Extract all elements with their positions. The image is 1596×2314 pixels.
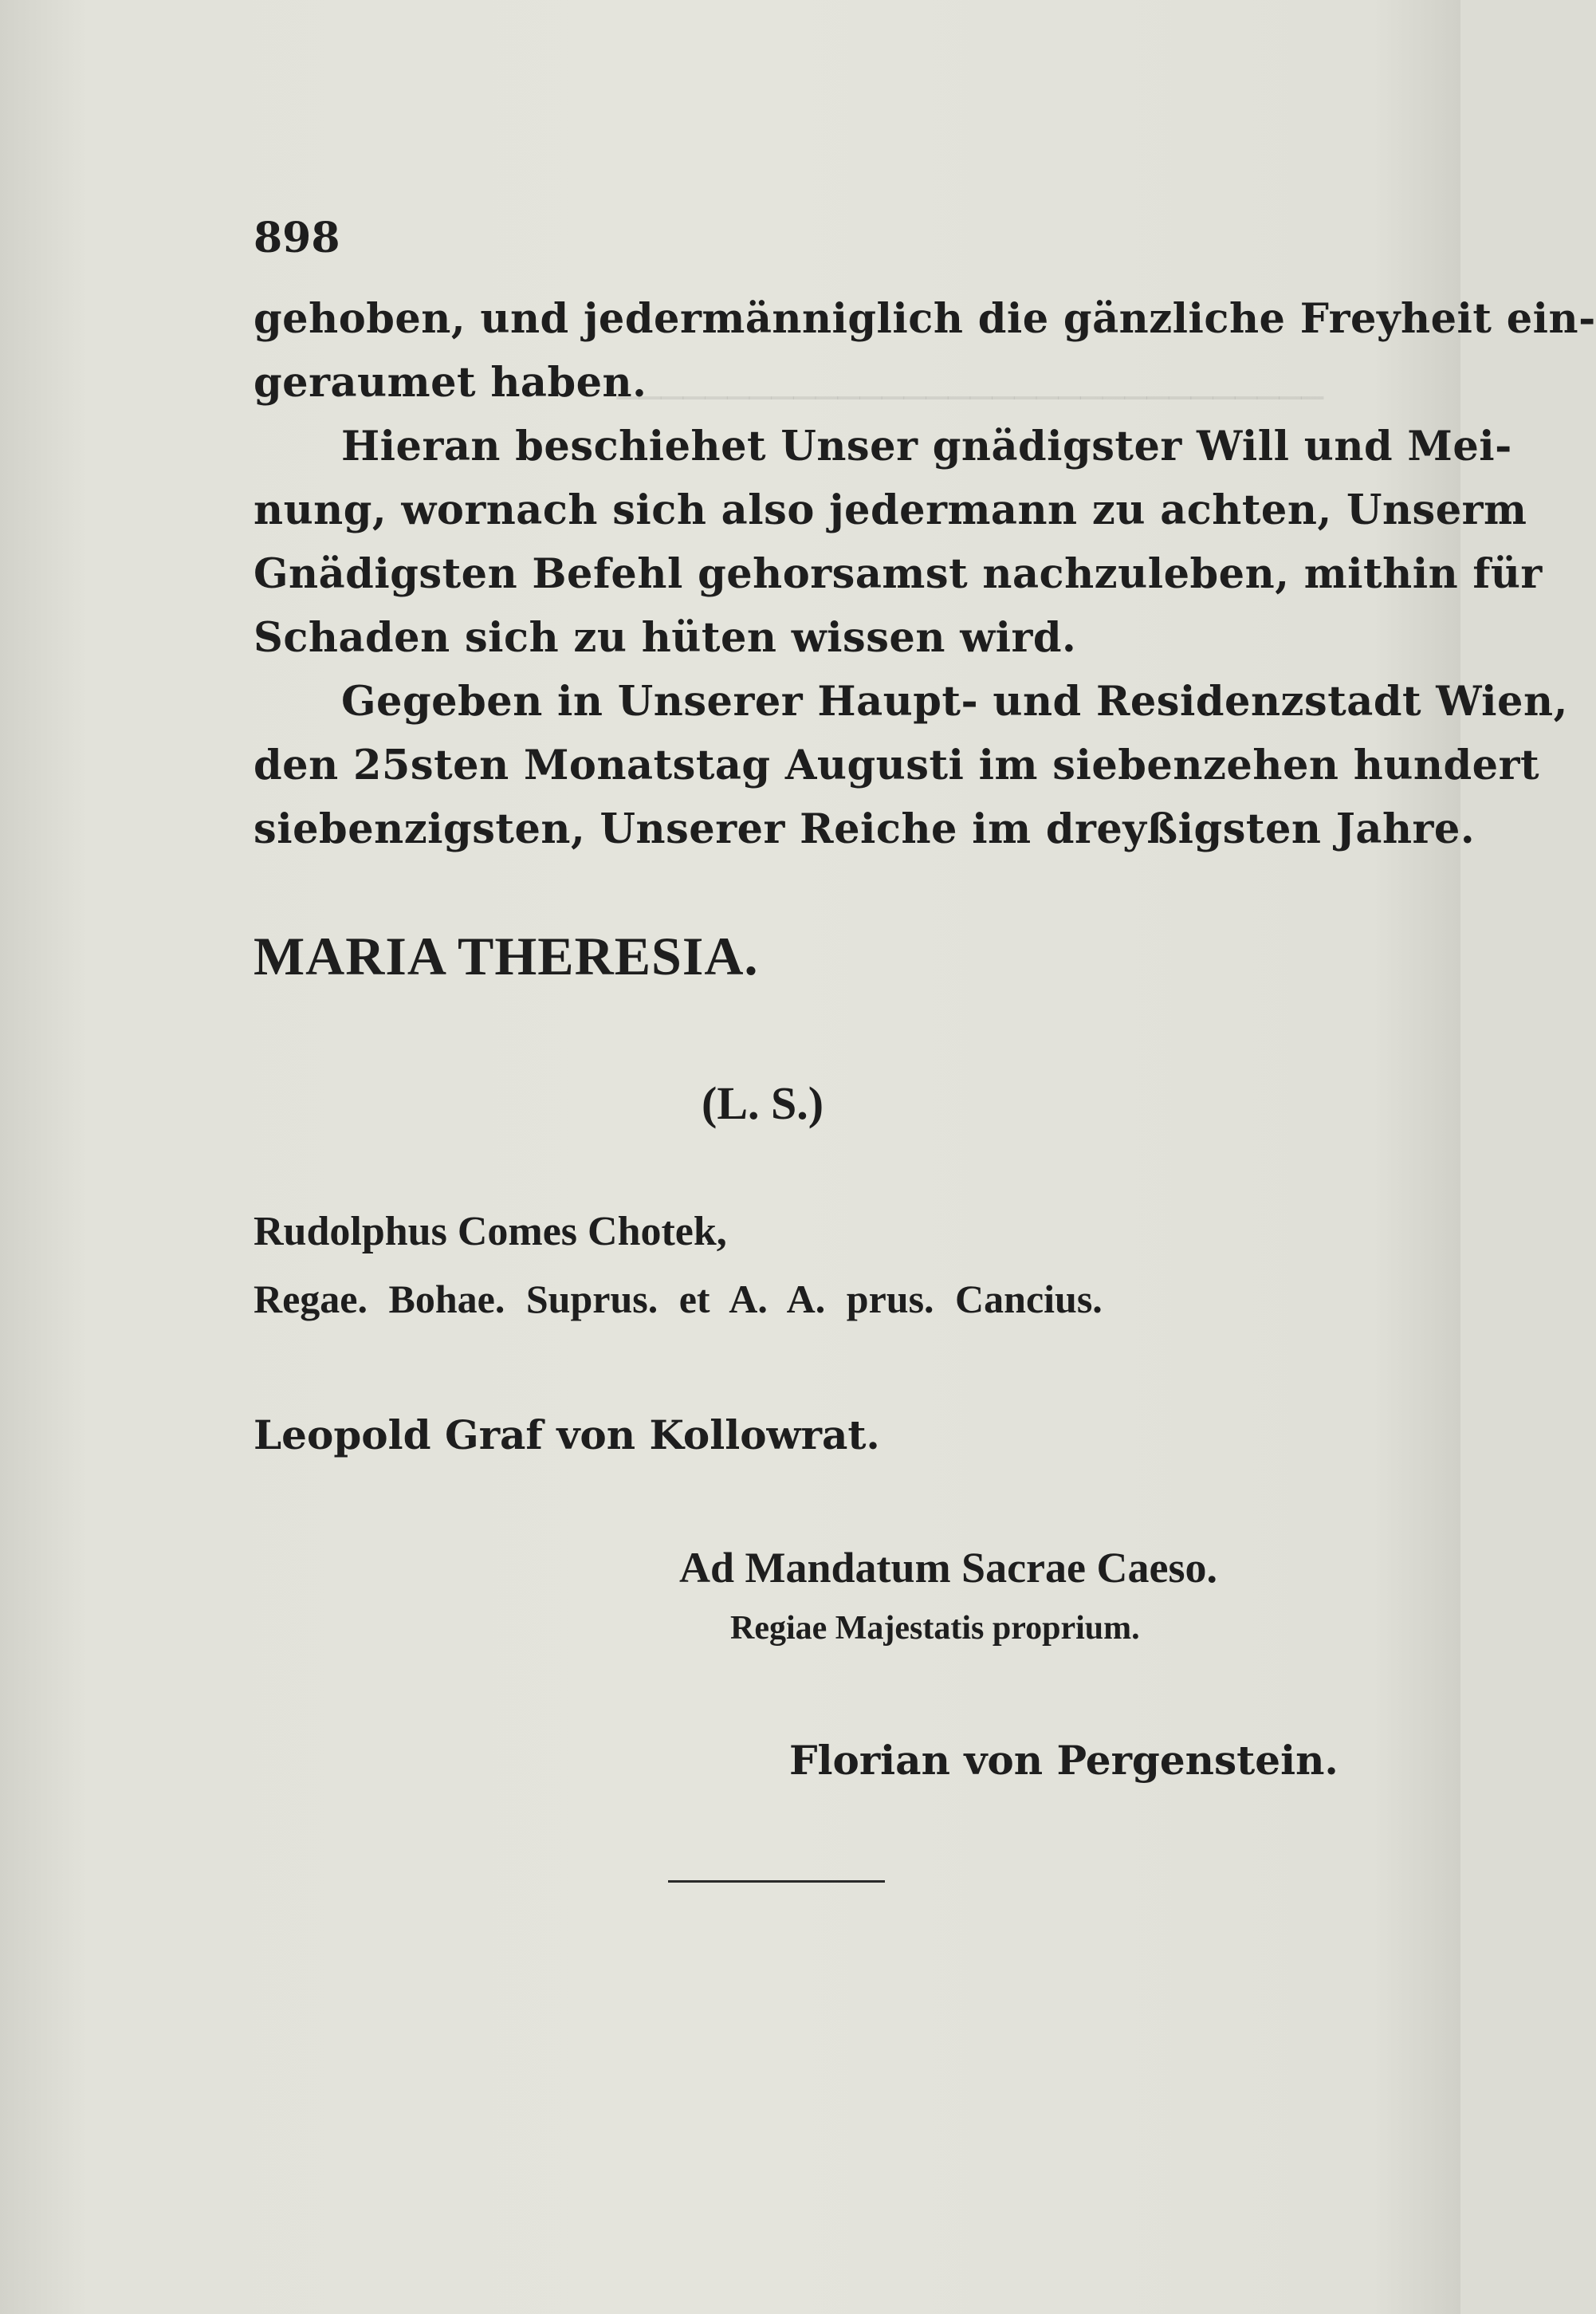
bleed-through-text: ──────────────────────────────── (616, 376, 1323, 419)
text-line: den 25sten Monatstag Augusti im siebenzehen hundert (254, 742, 1539, 789)
monarch-signature: MARIA THERESIA. (254, 926, 759, 986)
text-line: nung, wornach sich also jedermann zu achten, Unserm (254, 486, 1527, 534)
official-name: Rudolphus Comes Chotek, (254, 1209, 727, 1254)
seal-mark: (L. S.) (702, 1077, 824, 1129)
closing-rule (668, 1880, 885, 1883)
text-line: gehoben, und jedermänniglich die gänzliche Freyheit ein- (254, 295, 1596, 343)
official-title: Regae. Bohae. Suprus. et A. A. prus. Cancius. (254, 1277, 1103, 1321)
page-number: 898 (254, 214, 340, 262)
text-line: siebenzigsten, Unserer Reiche im dreyßigsten Jahre. (254, 805, 1476, 853)
text-line: Schaden sich zu hüten wissen wird. (254, 614, 1077, 662)
body-text (254, 287, 1596, 861)
secretary-signature: Florian von Pergenstein. (789, 1737, 1339, 1784)
mandate-line-1: Ad Mandatum Sacrae Caeso. (679, 1544, 1217, 1592)
text-line: Gegeben in Unserer Haupt- und Residenzstadt Wien, (341, 678, 1568, 726)
text-line: Hieran beschiehet Unser gnädigster Will und Mei- (341, 423, 1512, 470)
count-signature: Leopold Graf von Kollowrat. (254, 1411, 880, 1458)
text-line: Gnädigsten Befehl gehorsamst nachzuleben, mithin für (254, 550, 1543, 598)
text-line: geraumet haben. (254, 359, 647, 407)
mandate-line-2: Regiae Majestatis proprium. (730, 1610, 1140, 1647)
